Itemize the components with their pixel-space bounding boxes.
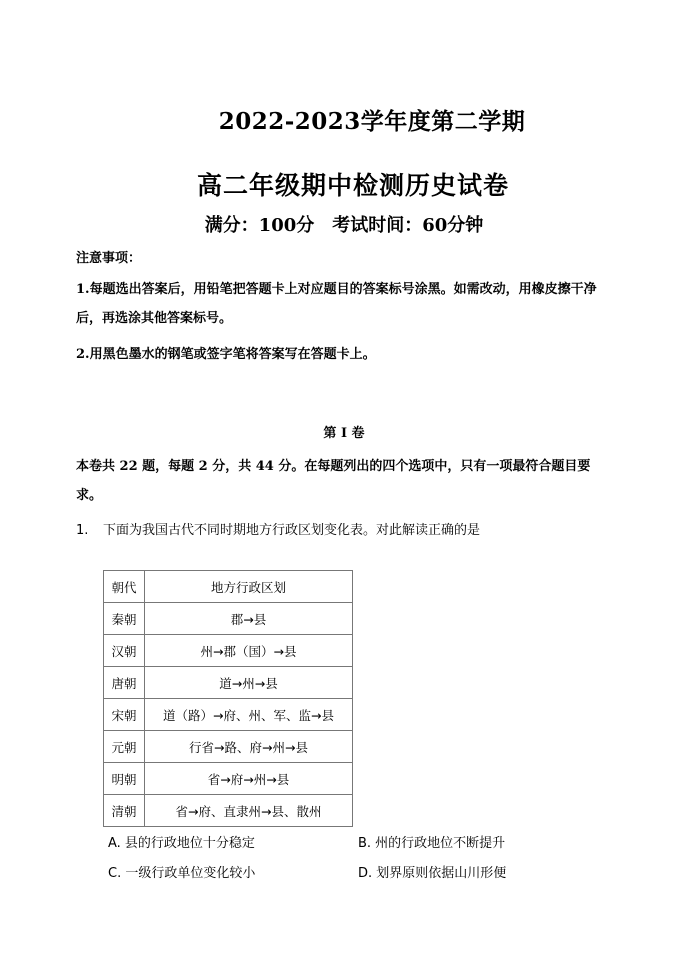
- division-cell: 道→州→县: [145, 667, 353, 699]
- note-item-2: 2.用黑色墨水的钢笔或签字笔将答案写在答题卡上。: [76, 347, 376, 362]
- division-cell: 郡→县: [145, 603, 353, 635]
- score-time: 满分：100分 考试时间：60分钟: [204, 215, 484, 236]
- option-a: A. 县的行政地位十分稳定: [108, 836, 255, 851]
- dynasty-cell: 清朝: [104, 795, 145, 827]
- division-cell: 省→府、直隶州→县、散州: [145, 795, 353, 827]
- table-row: [104, 635, 353, 667]
- table-row: [104, 667, 353, 699]
- exam-title: 高二年级期中检测历史试卷: [196, 171, 509, 200]
- division-cell: 道（路）→府、州、军、监→县: [145, 699, 353, 731]
- table-header-row: [104, 571, 353, 603]
- table-row: [104, 603, 353, 635]
- note-item-1: 1.每题选出答案后，用铅笔把答题卡上对应题目的答案标号涂黑。如需改动，用橡皮擦干净后，再选涂其他答案标号。: [76, 282, 597, 326]
- table-row: [104, 699, 353, 731]
- header-cell: 地方行政区划: [145, 571, 353, 603]
- header-cell: 朝代: [104, 571, 145, 603]
- dynasty-cell: 汉朝: [104, 635, 145, 667]
- term-title: 2022-2023学年度第二学期: [218, 108, 526, 135]
- admin-division-table: [103, 570, 353, 827]
- division-cell: 行省→路、府→州→县: [145, 731, 353, 763]
- option-d: D. 划界原则依据山川形便: [358, 866, 507, 881]
- table-row: [104, 795, 353, 827]
- division-cell: 省→府→州→县: [145, 763, 353, 795]
- section-description: 本卷共 22 题，每题 2 分，共 44 分。在每题列出的四个选项中，只有一项最符合题目要求。: [76, 459, 591, 503]
- notes-heading: 注意事项：: [76, 251, 142, 266]
- table-row: [104, 763, 353, 795]
- dynasty-cell: 唐朝: [104, 667, 145, 699]
- question-text: 下面为我国古代不同时期地方行政区划变化表。对此解读正确的是: [103, 523, 481, 538]
- dynasty-cell: 秦朝: [104, 603, 145, 635]
- dynasty-cell: 宋朝: [104, 699, 145, 731]
- option-c: C. 一级行政单位变化较小: [108, 866, 256, 881]
- dynasty-cell: 元朝: [104, 731, 145, 763]
- option-b: B. 州的行政地位不断提升: [358, 836, 506, 851]
- section-title: 第 I 卷: [323, 426, 365, 441]
- question-1-stem: [76, 519, 480, 538]
- question-number: 1.: [76, 523, 89, 538]
- table-row: [104, 731, 353, 763]
- dynasty-cell: 明朝: [104, 763, 145, 795]
- division-cell: 州→郡（国）→县: [145, 635, 353, 667]
